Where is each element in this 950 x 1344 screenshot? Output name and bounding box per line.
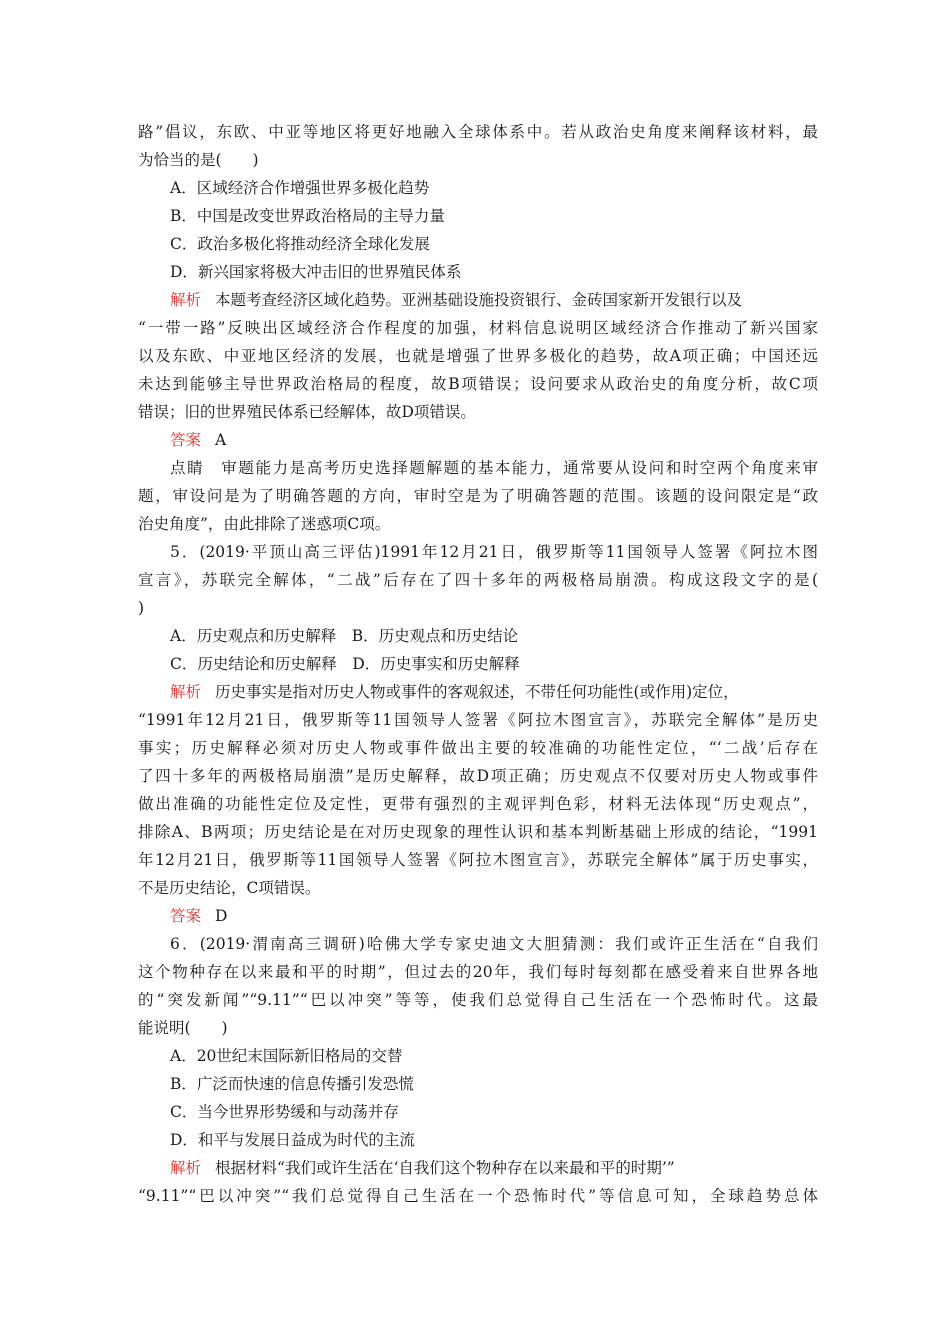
q6-analysis-line-1 [170,1158,818,1178]
q4-stem-line-1: 路”倡议，东欧、中亚等地区将更好地融入全球体系中。若从政治史角度来阐释该材料，最 [138,123,818,141]
q5-answer-value: D [215,907,228,925]
q5-analysis-line-6: 排除A、B两项；历史结论是在对历史现象的理性认识和基本判断基础上形成的结论，“1991 [138,823,818,841]
q4-option-d: D．新兴国家将极大冲击旧的世界殖民体系 [170,263,462,281]
q4-answer-label: 答案 [170,431,202,449]
q6-option-a: A．20世纪末国际新旧格局的交替 [170,1047,403,1065]
q5-options-line-1: A．历史观点和历史解释 B．历史观点和历史结论 [170,627,519,645]
q4-tip-line-2: 题，审设问是为了明确答题的方向，审时空是为了明确答题的范围。该题的设问限定是“政 [138,487,818,505]
q6-analysis-line-2: “9.11”“巴以冲突”“我们总觉得自己生活在一个恐怖时代”等信息可知，全球趋势总体 [138,1187,818,1205]
q5-stem-line-2: 宣言》，苏联完全解体，“二战”后存在了四十多年的两极格局崩溃。构成这段文字的是( [138,571,818,589]
q4-analysis-line-3: 以及东欧、中亚地区经济的发展，也就是增强了世界多极化的趋势，故A项正确；中国还远 [138,347,818,365]
q6-stem-line-3: 的“突发新闻”“9.11”“巴以冲突”等等，使我们总觉得自己生活在一个恐怖时代。这最 [138,991,818,1009]
q5-analysis-line-1 [170,682,818,702]
q4-option-a: A．区域经济合作增强世界多极化趋势 [170,179,430,197]
q4-stem-line-2: 为恰当的是( ) [138,151,259,169]
q5-analysis-line-7: 年12月21日，俄罗斯等11国领导人签署《阿拉木图宣言》，苏联完全解体”属于历史事实， [138,851,818,869]
q5-answer-label: 答案 [170,907,202,925]
q4-option-c: C．政治多极化将推动经济全球化发展 [170,235,430,253]
q4-tip-line-1: 点睛 审题能力是高考历史选择题解题的基本能力，通常要从设问和时空两个角度来审 [170,459,818,477]
q4-answer-value: A [215,431,227,449]
q5-analysis-line-3: 事实；历史解释必须对历史人物或事件做出主要的较准确的功能性定位，“‘二战’后存在 [138,739,818,757]
q6-option-b: B．广泛而快速的信息传播引发恐慌 [170,1075,414,1093]
q5-stem-line-1: 5．(2019·平顶山高三评估)1991年12月21日，俄罗斯等11国领导人签署《阿拉木图 [170,543,818,561]
q6-analysis-label: 解析 [170,1159,202,1177]
q6-stem-line-4: 能说明( ) [138,1019,228,1037]
q5-analysis-line-5: 做出准确的功能性定位及定性，更带有强烈的主观评判色彩，材料无法体现“历史观点”， [138,795,818,813]
q4-analysis-line-5: 错误；旧的世界殖民体系已经解体，故D项错误。 [138,403,476,421]
q4-answer [170,430,850,450]
q5-stem-line-3: ) [138,599,145,617]
q5-options-line-2: C．历史结论和历史解释 D．历史事实和历史解释 [170,655,520,673]
q6-stem-line-2: 这个物种存在以来最和平的时期”，但过去的20年，我们每时每刻都在感受着来自世界各地 [138,963,818,981]
q5-analysis-label: 解析 [170,683,202,701]
q6-analysis-text-1: 根据材料“我们或许生活在‘自我们这个物种存在以来最和平的时期’” [215,1159,675,1177]
q5-analysis-text-1: 历史事实是指对历史人物或事件的客观叙述，不带任何功能性(或作用)定位， [215,683,739,701]
q5-answer [170,906,850,926]
q4-analysis-label: 解析 [170,291,202,309]
q4-analysis-line-1 [170,290,818,310]
q4-option-b: B．中国是改变世界政治格局的主导力量 [170,207,445,225]
q4-analysis-line-2: “一带一路”反映出区域经济合作程度的加强，材料信息说明区域经济合作推动了新兴国家 [138,319,818,337]
q5-analysis-line-2: “1991年12月21日，俄罗斯等11国领导人签署《阿拉木图宣言》，苏联完全解体”是历史 [138,711,818,729]
q4-analysis-line-4: 未达到能够主导世界政治格局的程度，故B项错误；设问要求从政治史的角度分析，故C项 [138,375,818,393]
q6-stem-line-1: 6．(2019·渭南高三调研)哈佛大学专家史迪文大胆猜测：我们或许正生活在“自我们 [170,935,818,953]
q6-option-d: D．和平与发展日益成为时代的主流 [170,1131,415,1149]
q5-analysis-line-8: 不是历史结论，C项错误。 [138,879,321,897]
q6-option-c: C．当今世界形势缓和与动荡并存 [170,1103,399,1121]
q4-tip-line-3: 治史角度”，由此排除了迷惑项C项。 [138,515,391,533]
q4-analysis-text-1: 本题考查经济区域化趋势。亚洲基础设施投资银行、金砖国家新开发银行以及 [215,291,743,309]
q5-analysis-line-4: 了四十多年的两极格局崩溃”是历史解释，故D项正确；历史观点不仅要对历史人物或事件 [138,767,818,785]
